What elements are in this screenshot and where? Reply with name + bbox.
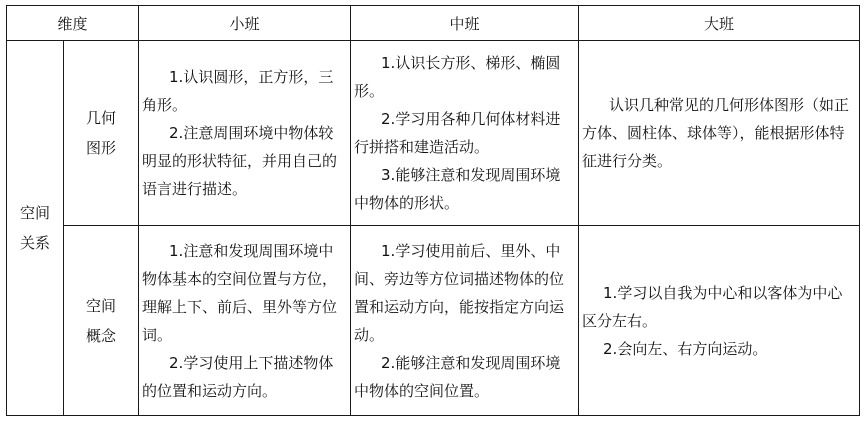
list-item: 2.学习用各种几何体材料进行拼搭和建造活动。 [354, 110, 561, 156]
list-item: 2.会向左、右方向运动。 [603, 339, 768, 358]
header-row [7, 6, 860, 41]
list-item: 2.注意周围环境中物体较明显的形状特征，并用自己的语言进行描述。 [142, 124, 338, 198]
list-item: 1.学习以自我为中心和以客体为中心区分左右。 [582, 283, 843, 330]
list-item: 1.认识圆形，正方形，三角形。 [142, 68, 334, 114]
header-dimension: 维度 [7, 6, 139, 41]
header-small-class: 小班 [139, 6, 351, 41]
table-row-space-concept [7, 226, 860, 416]
curriculum-table [6, 5, 860, 416]
cell-space-large [579, 226, 860, 416]
cell-geometry-large [579, 41, 860, 226]
list-item: 2.能够注意和发现周围环境中物体的空间位置。 [354, 353, 561, 400]
list-item: 2.学习使用上下描述物体的位置和运动方向。 [142, 353, 334, 400]
category-spatial-relations [7, 41, 64, 416]
list-item: 1.学习使用前后、里外、中间、旁边等方位词描述物体的位置和运动方向，能按指定方向运动。 [354, 241, 565, 344]
list-item: 3.能够注意和发现周围环境中物体的形状。 [354, 166, 561, 212]
cell-space-small [139, 226, 351, 416]
cell-space-middle [351, 226, 579, 416]
list-item: 1.注意和发现周围环境中物体基本的空间位置与方位，理解上下、前后、里外等方位词。 [142, 241, 338, 344]
header-middle-class: 中班 [351, 6, 579, 41]
category-label-line2: 关系 [19, 234, 50, 252]
subcategory-label-line2: 图形 [86, 139, 117, 157]
subcategory-label-line2: 概念 [86, 326, 117, 345]
header-large-class: 大班 [579, 6, 860, 41]
list-item: 认识几种常见的几何形体图形（如正方体、圆柱体、球体等），能根据形体特征进行分类。 [582, 96, 850, 170]
table-row-geometry [7, 41, 860, 226]
cell-geometry-small [139, 41, 351, 226]
category-label-line1: 空间 [19, 204, 50, 222]
cell-geometry-middle [351, 41, 579, 226]
subcategory-label-line1: 几何 [86, 109, 117, 127]
subcategory-space-concept [64, 226, 139, 416]
subcategory-geometry [64, 41, 139, 226]
curriculum-table-container [6, 5, 860, 416]
list-item: 1.认识长方形、梯形、椭圆形。 [354, 54, 561, 100]
subcategory-label-line1: 空间 [86, 296, 117, 315]
